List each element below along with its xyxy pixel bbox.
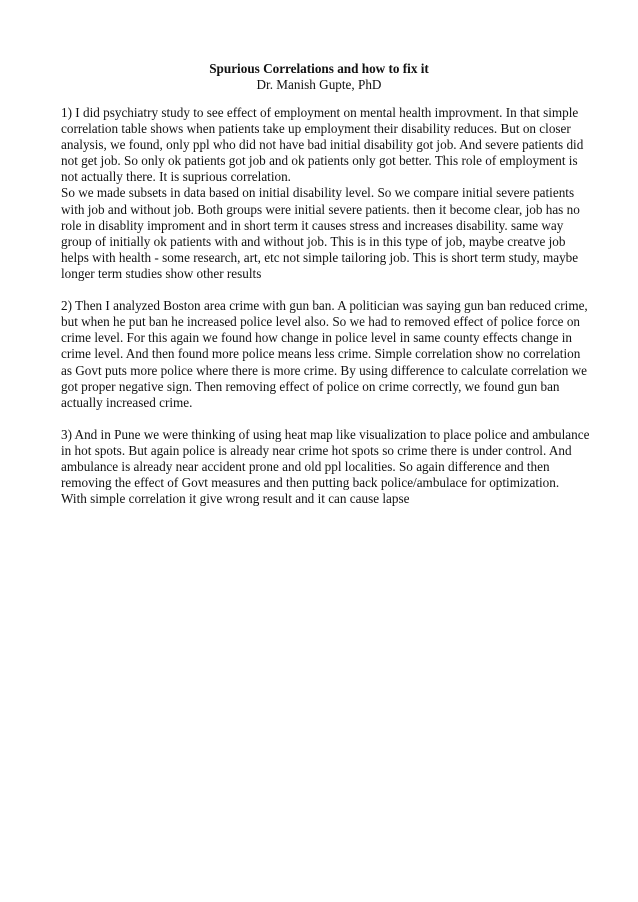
document-body — [61, 105, 590, 523]
text-line: not get job. So only ok patients got job and ok patients only got better. This role of employment is — [61, 153, 578, 169]
text-line: So we made subsets in data based on initial disability level. So we compare initial severe patients — [61, 185, 575, 201]
text-line: crime level. And then found more police means less crime. Simple correlation show no correlation — [61, 346, 581, 362]
text-line: correlation table shows when patients take up employment their disability reduces. But on closer — [61, 121, 571, 137]
text-line: group of initially ok patients with and without job. This is in this type of job, maybe creatve job — [61, 233, 566, 249]
text-line: removing the effect of Govt measures and then putting back police/ambulace for optimization. — [61, 475, 560, 491]
paragraph-3 — [61, 426, 590, 507]
text-line: role in disablity improment and in short term it causes stress and increases disability. same way — [61, 217, 564, 233]
text-line: with job and without job. Both groups were initial severe patients. then it become clear, job has no — [61, 201, 580, 217]
text-line: longer term studies show other results — [61, 265, 262, 281]
text-line: as Govt puts more police where there is more crime. By using difference to calculate correlation we — [61, 362, 587, 378]
text-line: 1) I did psychiatry study to see effect of employment on mental health improvment. In that simple — [61, 105, 579, 120]
document-title: Spurious Correlations and how to fix it — [209, 61, 429, 76]
text-line: 3) And in Pune we were thinking of using heat map like visualization to place police and ambulance — [61, 426, 590, 442]
text-line: in hot spots. But again police is already near crime hot spots so crime there is under control. And — [61, 442, 572, 458]
text-line: got proper negative sign. Then removing effect of police on crime correctly, we found gun ban — [61, 378, 560, 394]
text-line: helps with health - some research, art, etc not simple tailoring job. This is short term study, maybe — [61, 249, 579, 265]
text-line: ambulance is already near accident prone and old ppl localities. So again difference and then — [61, 459, 550, 475]
document-author: Dr. Manish Gupte, PhD — [256, 77, 382, 92]
text-line: 2) Then I analyzed Boston area crime with gun ban. A politician was saying gun ban reduced crime, — [61, 298, 588, 314]
text-line: analysis, we found, only ppl who did not have bad initial disability got job. And severe patients did — [61, 137, 584, 153]
text-line: not actually there. It is suprious correlation. — [61, 169, 291, 185]
text-line: actually increased crime. — [61, 394, 193, 410]
document-header — [0, 61, 638, 93]
text-line: crime level. For this again we found how change in police level in same county effects change in — [61, 330, 572, 346]
text-line: but when he put ban he increased police level also. So we had to removed effect of police force on — [61, 314, 581, 330]
paragraph-2 — [61, 298, 588, 411]
text-line: With simple correlation it give wrong result and it can cause lapse — [61, 491, 410, 507]
paragraph-1 — [61, 105, 584, 282]
